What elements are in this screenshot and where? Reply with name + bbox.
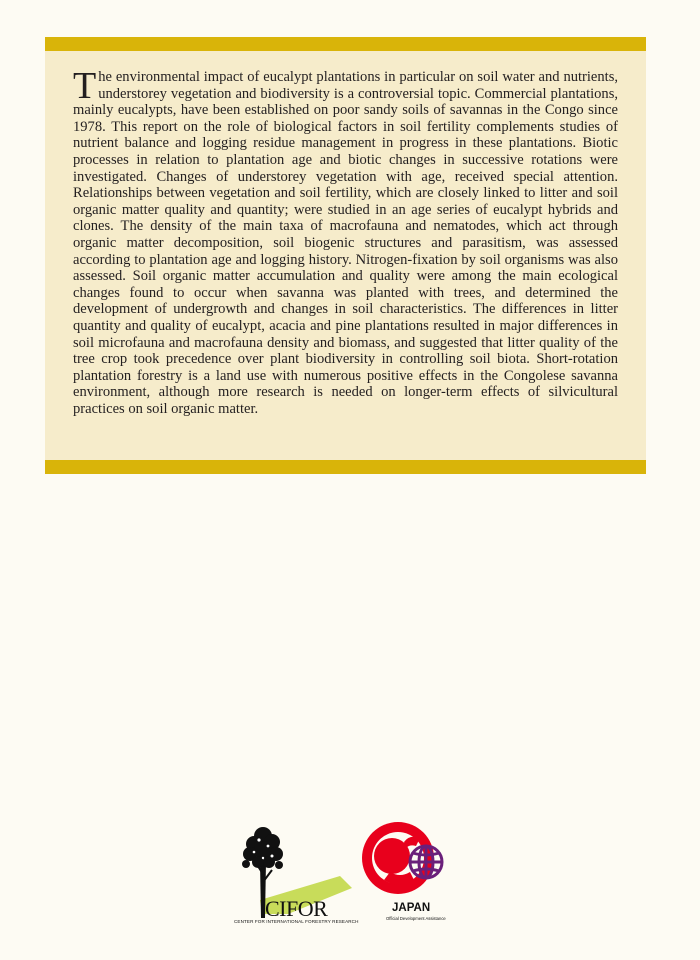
drop-cap: T — [73, 65, 97, 107]
japan-tagline: Official Development Assistance — [386, 916, 446, 921]
cifor-wordmark: CIFOR — [265, 896, 328, 921]
cifor-tagline: CENTER FOR INTERNATIONAL FORESTRY RESEARCH — [234, 919, 359, 924]
cifor-logo — [232, 822, 359, 926]
abstract-text — [73, 65, 618, 417]
japan-oda-emblem-icon — [354, 820, 458, 902]
japan-oda-logo — [354, 820, 458, 924]
abstract-body: he environmental impact of eucalypt plantations in particular on soil water and nutrients, understorey vegetation and biodiversity is a controversial topic. Commercial plantations, mainly eucalypts, have been established on poor sandy soils of savannas in the Congo since 1978. This report on the role of biological factors in soil fertility complements studies of nutrient balance and logging residue management in progress in these plantations. Biotic processes in relation to plantation age and biotic changes in successive rotations were investigated. Changes of understorey vegetation with age, received special attention. Relationships between vegetation and soil fertility, which are closely linked to litter and soil organic matter quality and quantity; were studied in an age series of eucalypt hybrids and clones. The density of the main taxa of macrofauna and nematodes, which act through organic matter decomposition, soil biogenic structures and parasitism, was assessed according to plantation age and logging history. Nitrogen-fixation by soil organisms was also assessed. Soil organic matter accumulation and quality were among the main ecological changes found to occur when savanna was planted with trees, and determined the development of undergrowth and changes in soil characteristics. The differences in litter quantity and quality of eucalypt, acacia and pine plantations resulted in major differences in soil microfauna and macrofauna density and biomass, and suggested that litter quality of the tree crop took precedence over plant biodiversity in controlling soil biota. Short-rotation plantation forestry is a land use with numerous positive effects in the Congolese savanna environment, although more research is needed on longer-term effects of silvicultural practices on soil organic matter. — [73, 69, 618, 417]
top-gold-bar — [45, 37, 646, 51]
japan-wordmark: JAPAN — [392, 902, 431, 914]
bottom-gold-bar — [45, 460, 646, 474]
